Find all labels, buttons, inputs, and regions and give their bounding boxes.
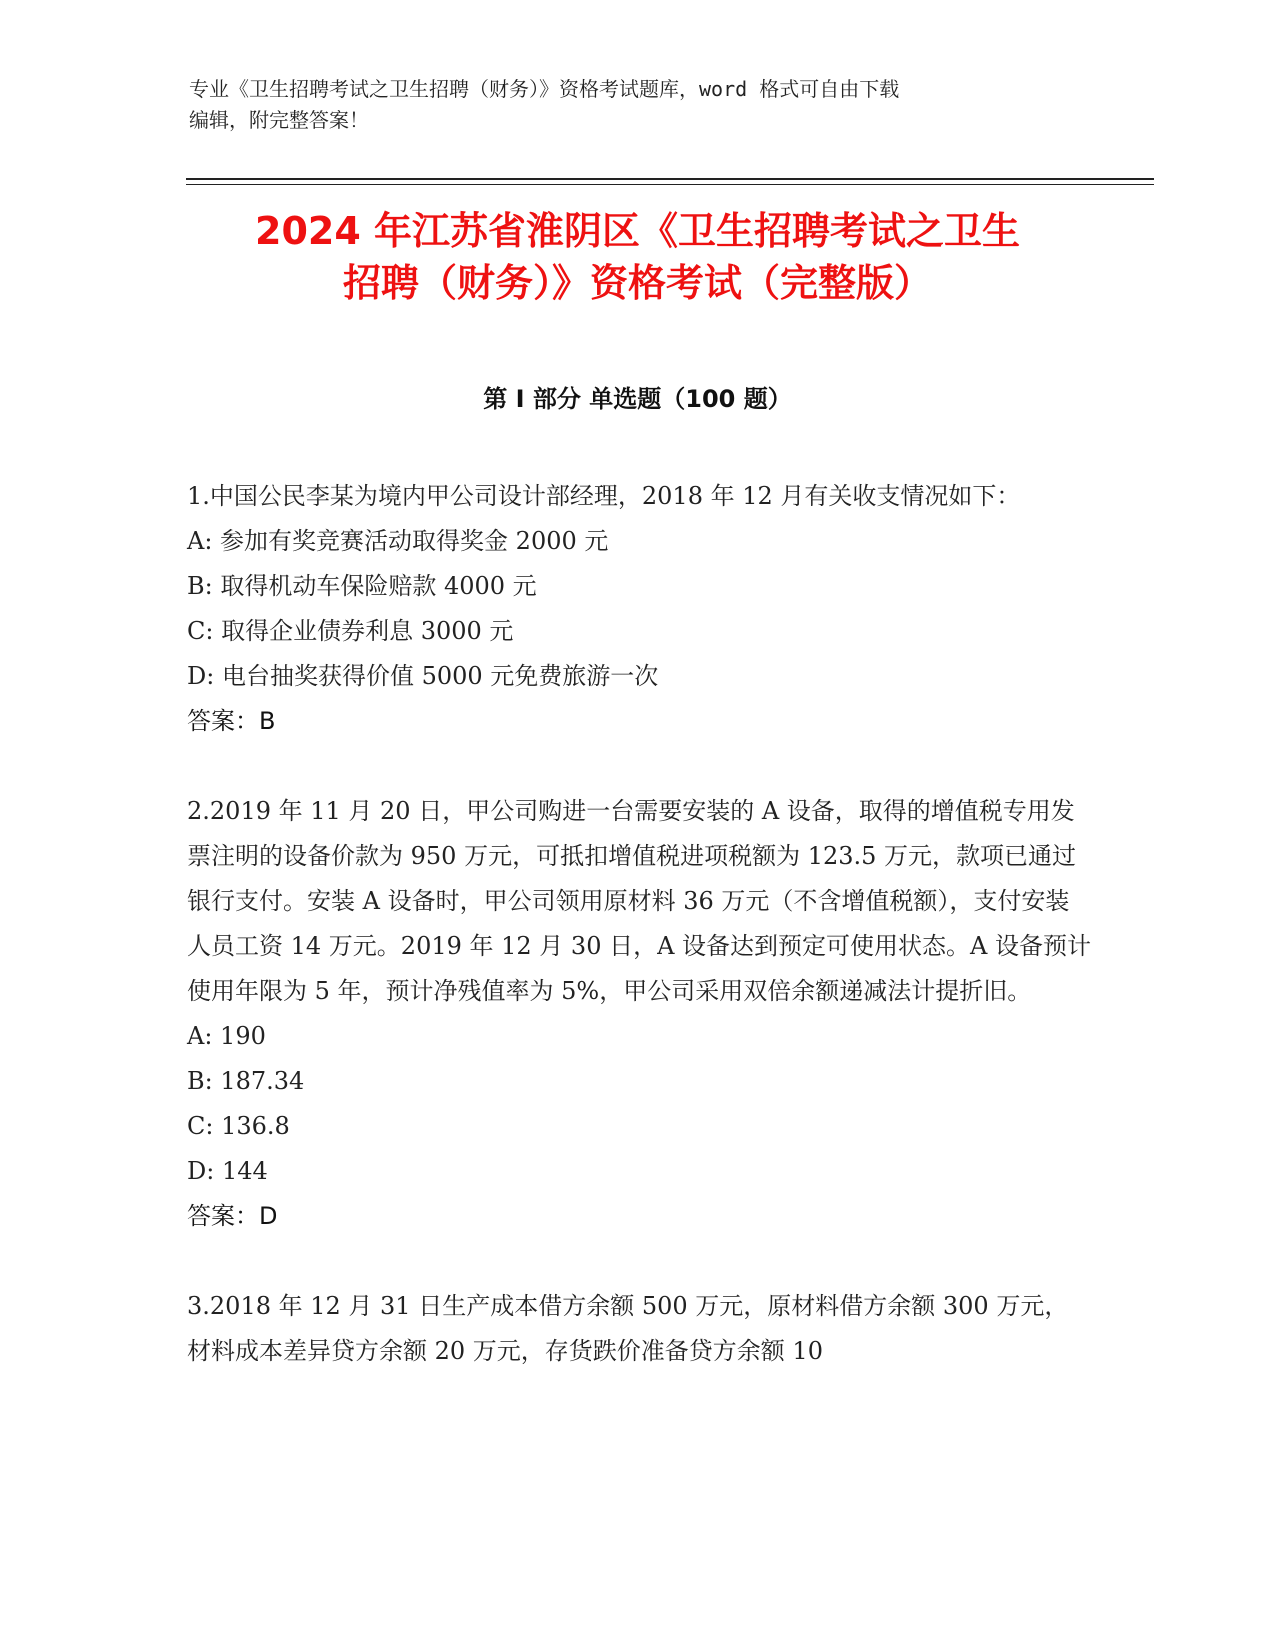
- answer-label: 答案：D: [187, 1202, 278, 1230]
- question-spacer: [187, 1239, 1092, 1284]
- question-text: 1.中国公民李某为境内甲公司设计部经理，2018 年 12 月有关收支情况如下：: [187, 482, 1021, 510]
- option-d: D: 电台抽奖获得价值 5000 元免费旅游一次: [187, 662, 659, 690]
- question-2: [187, 789, 1092, 1239]
- header-note-line-1: 专业《卫生招聘考试之卫生招聘（财务）》资格考试题库，word 格式可自由下载: [189, 77, 900, 101]
- option-a: A: 190: [187, 1022, 266, 1050]
- document-title-line-1: 2024 年江苏省淮阴区《卫生招聘考试之卫生: [255, 209, 1020, 253]
- header-rule-thick: [186, 178, 1154, 180]
- header-note-line-2: 编辑，附完整答案！: [189, 108, 369, 132]
- header-note: [189, 74, 1069, 136]
- option-a: A: 参加有奖竞赛活动取得奖金 2000 元: [187, 527, 609, 555]
- question-1: [187, 474, 1092, 744]
- option-b: B: 取得机动车保险赔款 4000 元: [187, 572, 537, 600]
- question-spacer: [187, 744, 1092, 789]
- question-3: [187, 1284, 1092, 1374]
- option-c: C: 136.8: [187, 1112, 290, 1140]
- option-b: B: 187.34: [187, 1067, 305, 1095]
- option-d: D: 144: [187, 1157, 268, 1185]
- header-rule-thin: [186, 184, 1154, 185]
- question-list: [187, 474, 1092, 1374]
- document-title-line-2: 招聘（财务）》资格考试（完整版）: [342, 261, 932, 305]
- option-c: C: 取得企业债券利息 3000 元: [187, 617, 514, 645]
- question-text: 2.2019 年 11 月 20 日，甲公司购进一台需要安装的 A 设备，取得的增值税专用发票注明的设备价款为 950 万元，可抵扣增值税进项税额为 123.5 万元，款项已通过银行支付。安装 A 设备时，甲公司领用原材料 36 万元（不含增值税额），支付安装人员工资 14 万元。2019 年 12 月 30 日，A 设备达到预定可使用状态。A 设备预计使用年限为 5 年，预计净残值率为 5%，甲公司采用双倍余额递减法计提折旧。: [187, 797, 1092, 1005]
- answer-label: 答案：B: [187, 707, 276, 735]
- section-heading: 第 I 部分 单选题（100 题）: [483, 385, 792, 413]
- document-title: [150, 205, 1125, 309]
- question-text: 3.2018 年 12 月 31 日生产成本借方余额 500 万元，原材料借方余额 300 万元，材料成本差异贷方余额 20 万元，存货跌价准备贷方余额 10: [187, 1292, 1069, 1365]
